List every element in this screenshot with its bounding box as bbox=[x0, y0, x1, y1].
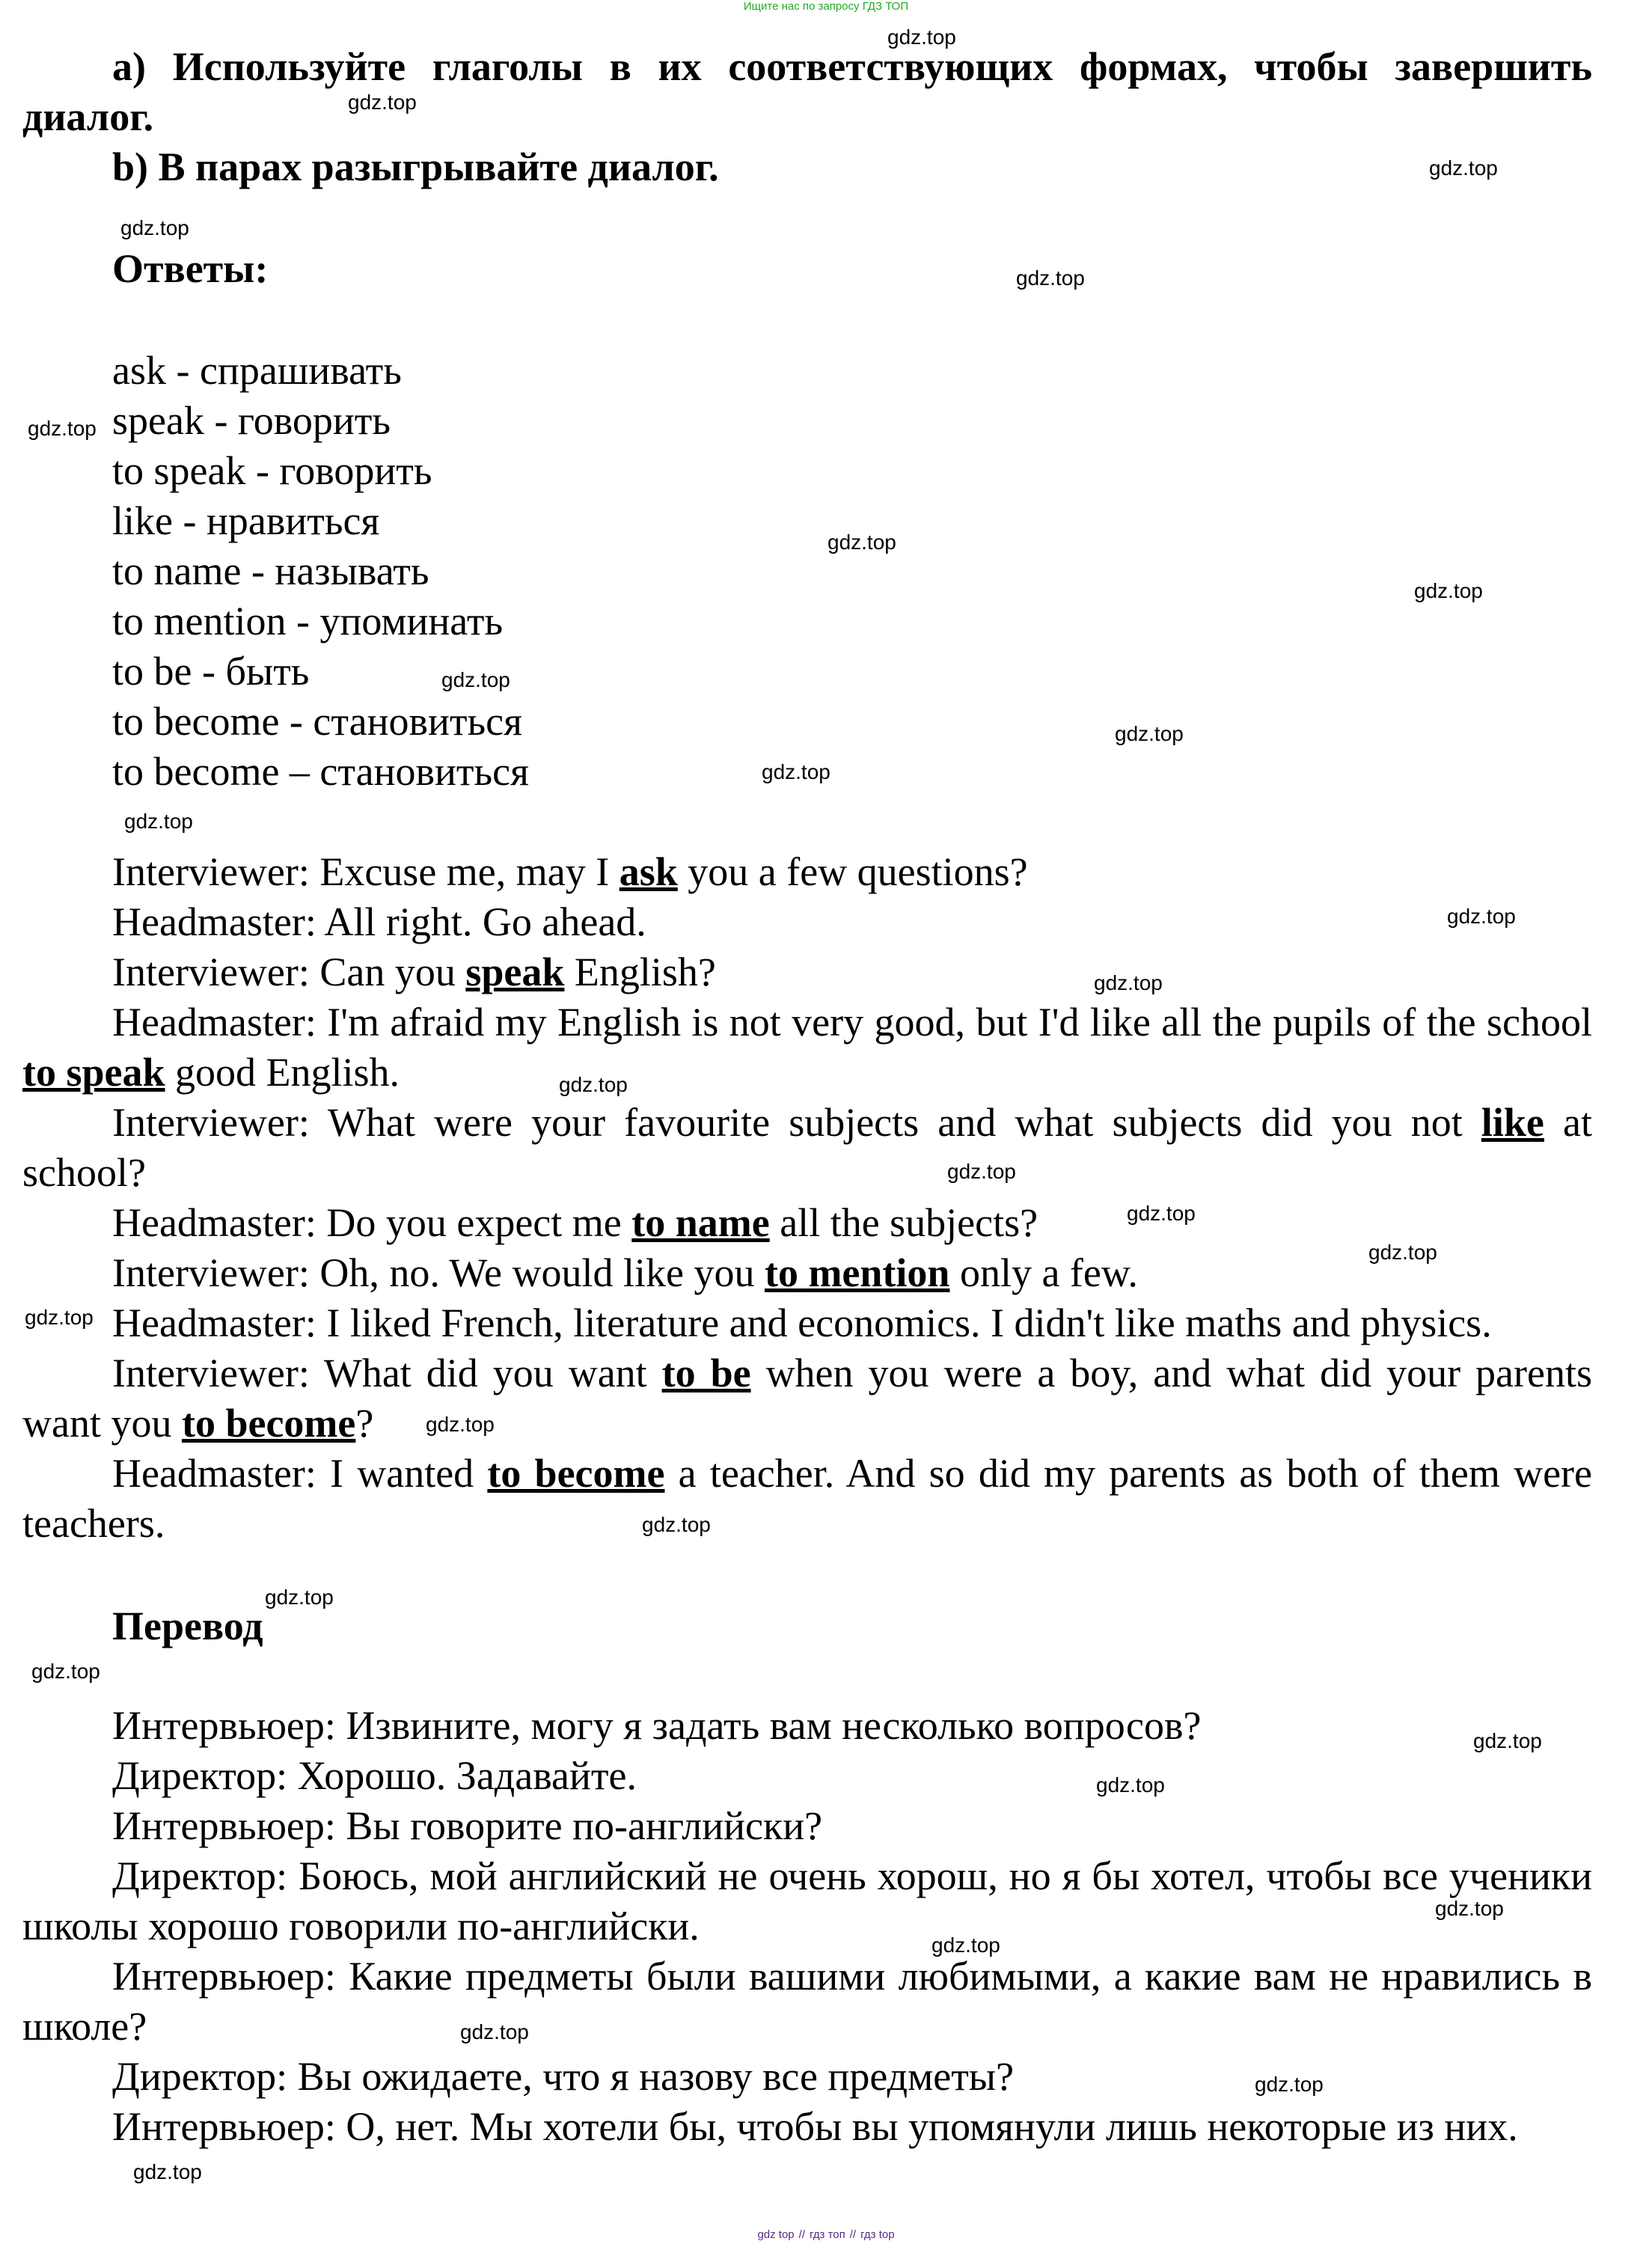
bottom-banner[interactable]: gdz top // гдз топ // гдз top bbox=[757, 2228, 895, 2241]
translation-heading: Перевод bbox=[112, 1604, 263, 1648]
bottom-link[interactable]: гдз top bbox=[860, 2228, 895, 2241]
watermark: gdz.top bbox=[1414, 579, 1483, 602]
watermark: gdz.top bbox=[1368, 1241, 1437, 1264]
vocab-item: to speak - говорить bbox=[112, 448, 432, 493]
translation-line: Интервьюер: Какие предметы были вашими любимыми, а какие вам не нравились в школе? bbox=[22, 1954, 1592, 2049]
answer-word: to speak bbox=[22, 1050, 165, 1095]
vocab-item: to become - становиться bbox=[112, 699, 522, 744]
answer-word: like bbox=[1481, 1100, 1544, 1145]
vocab-item: to mention - упоминать bbox=[112, 599, 504, 643]
vocab-item: speak - говорить bbox=[112, 398, 391, 443]
translation-line: Интервьюер: Извините, могу я задать вам несколько вопросов? bbox=[112, 1703, 1202, 1748]
bottom-link[interactable]: gdz top bbox=[757, 2228, 795, 2241]
vocab-item: to be - быть bbox=[112, 649, 310, 694]
dialogue-line: Interviewer: What did you want to be when you were a boy, and what did your parents want you to become? bbox=[22, 1351, 1592, 1446]
task-b: b) В парах разыгрывайте диалог. bbox=[112, 144, 719, 189]
dialogue-line: Interviewer: What were your favourite subjects and what subjects did you not like at school? bbox=[22, 1100, 1592, 1195]
vocab-item: to name - называть bbox=[112, 548, 429, 593]
watermark: gdz.top bbox=[887, 25, 956, 49]
watermark: gdz.top bbox=[124, 810, 193, 833]
watermark: gdz.top bbox=[1255, 2073, 1324, 2096]
watermark: gdz.top bbox=[1429, 156, 1498, 180]
dialogue-line: Headmaster: I'm afraid my English is not very good, but I'd like all the pupils of the school to speak good English. bbox=[22, 1000, 1592, 1095]
answer-word: to become bbox=[181, 1401, 356, 1446]
watermark: gdz.top bbox=[1127, 1202, 1196, 1225]
watermark: gdz.top bbox=[947, 1160, 1016, 1183]
watermark: gdz.top bbox=[133, 2160, 202, 2183]
watermark: gdz.top bbox=[1096, 1773, 1165, 1797]
dialogue-line: Headmaster: I wanted to become a teacher. And so did my parents as both of them were teachers. bbox=[22, 1451, 1592, 1546]
answer-word: to mention bbox=[764, 1250, 950, 1295]
watermark: gdz.top bbox=[931, 1933, 1000, 1957]
watermark: gdz.top bbox=[762, 760, 830, 783]
watermark: gdz.top bbox=[265, 1586, 334, 1609]
watermark: gdz.top bbox=[1115, 722, 1184, 745]
dialogue-line: Headmaster: All right. Go ahead. bbox=[112, 899, 646, 944]
watermark: gdz.top bbox=[441, 668, 510, 691]
watermark: gdz.top bbox=[1435, 1897, 1504, 1920]
watermark: gdz.top bbox=[28, 417, 97, 440]
bottom-link[interactable]: гдз топ bbox=[810, 2228, 845, 2241]
watermark: gdz.top bbox=[642, 1513, 711, 1536]
watermark: gdz.top bbox=[460, 2020, 529, 2043]
answer-word: speak bbox=[465, 950, 565, 994]
watermark: gdz.top bbox=[348, 91, 417, 114]
answer-word: to be bbox=[661, 1351, 751, 1395]
vocab-item: like - нравиться bbox=[112, 498, 380, 543]
watermark: gdz.top bbox=[31, 1660, 100, 1683]
translation-line: Директор: Боюсь, мой английский не очень хорош, но я бы хотел, чтобы все ученики школы хорошо говорили по-английски. bbox=[22, 1853, 1592, 1948]
watermark: gdz.top bbox=[120, 216, 189, 239]
answers-heading: Ответы: bbox=[112, 246, 269, 291]
vocab-item: ask - спрашивать bbox=[112, 348, 402, 393]
translation-line: Интервьюер: Вы говорите по-английски? bbox=[112, 1803, 823, 1848]
watermark: gdz.top bbox=[426, 1413, 495, 1436]
translation-line: Директор: Хорошо. Задавайте. bbox=[112, 1753, 637, 1798]
answer-word: to name bbox=[631, 1200, 770, 1245]
translation-line: Интервьюер: О, нет. Мы хотели бы, чтобы вы упомянули лишь некоторые из них. bbox=[112, 2104, 1518, 2149]
watermark: gdz.top bbox=[827, 531, 896, 554]
dialogue-line: Interviewer: Can you speak English? bbox=[112, 950, 716, 994]
watermark: gdz.top bbox=[1094, 971, 1163, 994]
top-banner[interactable]: Ищите нас по запросу ГДЗ ТОП bbox=[743, 0, 909, 13]
watermark: gdz.top bbox=[1016, 266, 1085, 290]
dialogue-line: Interviewer: Oh, no. We would like you to mention only a few. bbox=[112, 1250, 1138, 1295]
dialogue-line: Headmaster: Do you expect me to name all the subjects? bbox=[112, 1200, 1038, 1245]
watermark: gdz.top bbox=[25, 1306, 94, 1329]
watermark: gdz.top bbox=[1473, 1729, 1542, 1752]
watermark: gdz.top bbox=[1447, 905, 1516, 928]
vocab-item: to become – становиться bbox=[112, 749, 529, 794]
dialogue-line: Interviewer: Excuse me, may I ask you a few questions? bbox=[112, 849, 1028, 894]
task-a: a) Используйте глаголы в их соответствующих формах, чтобы завершить диалог. bbox=[22, 44, 1592, 139]
translation-line: Директор: Вы ожидаете, что я назову все предметы? bbox=[112, 2054, 1015, 2099]
dialogue-line: Headmaster: I liked French, literature and economics. I didn't like maths and physics. bbox=[112, 1300, 1492, 1345]
watermark: gdz.top bbox=[559, 1073, 628, 1096]
answer-word: ask bbox=[619, 849, 678, 894]
answer-word: to become bbox=[487, 1451, 665, 1496]
